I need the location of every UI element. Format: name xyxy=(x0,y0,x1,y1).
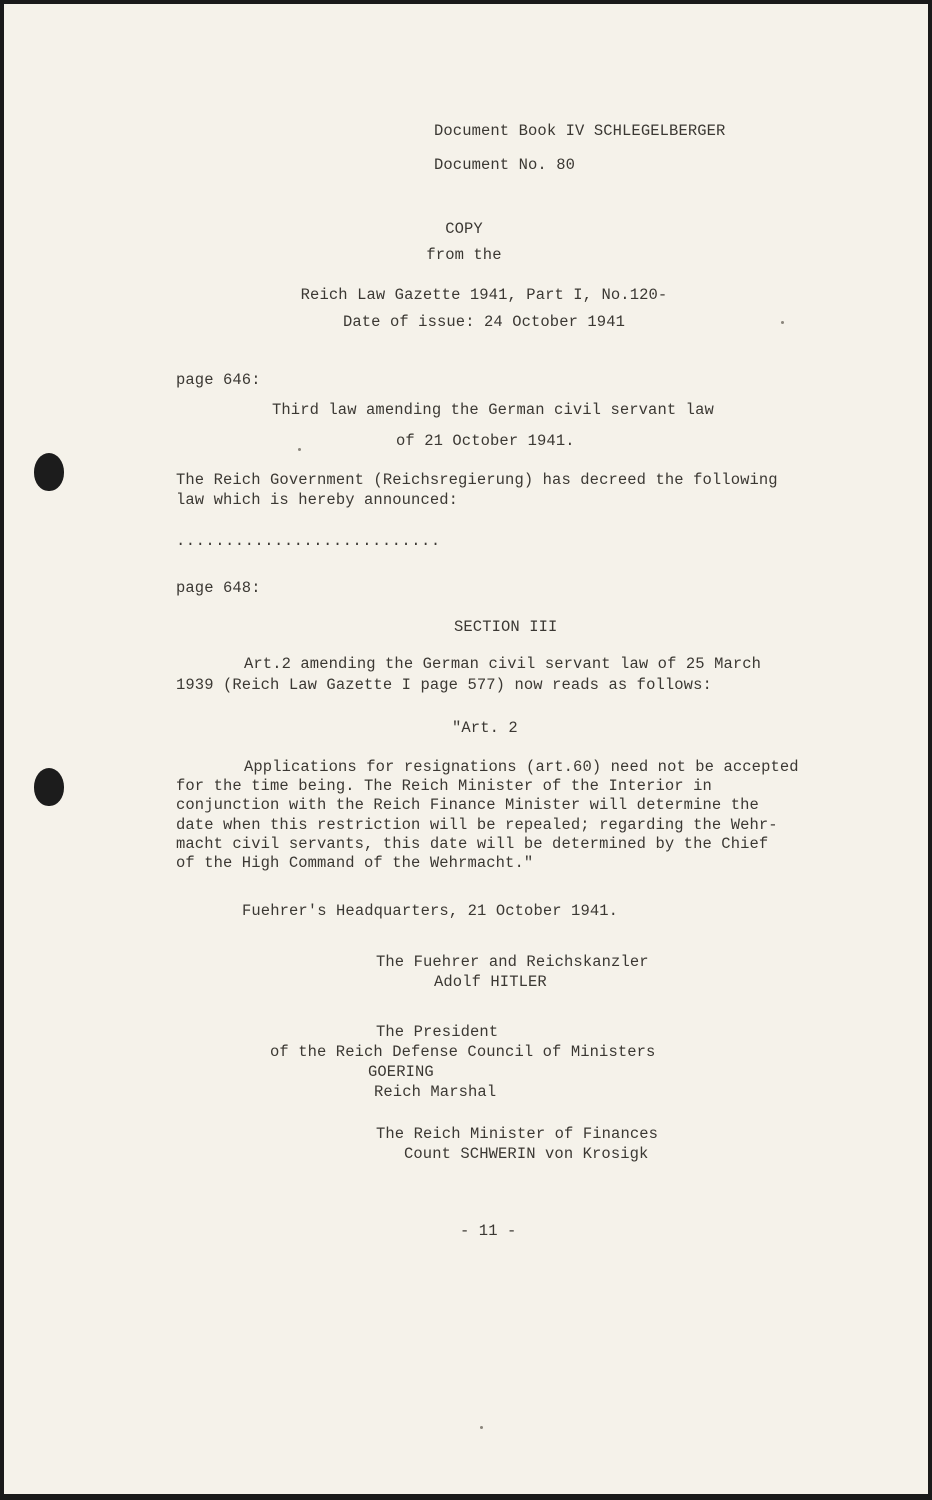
place-and-date: Fuehrer's Headquarters, 21 October 1941. xyxy=(242,902,619,920)
document-number-line: Document No. 80 xyxy=(434,156,576,174)
preamble-line-2: law which is hereby announced: xyxy=(176,491,459,509)
copy-heading: COPY xyxy=(445,220,483,238)
signatory-fuehrer-title: The Fuehrer and Reichskanzler xyxy=(376,953,649,971)
article-body-line: macht civil servants, this date will be determined by the Chief xyxy=(176,835,769,853)
document-book-line: Document Book IV SCHLEGELBERGER xyxy=(434,122,726,140)
issue-date: Date of issue: 24 October 1941 xyxy=(342,313,626,331)
signatory-president-title: The President xyxy=(376,1023,499,1041)
punch-hole-top xyxy=(34,453,64,491)
page-number: - 11 - xyxy=(460,1222,517,1240)
article-body-line: Applications for resignations (art.60) need not be accepted xyxy=(244,758,799,776)
paper-speck xyxy=(781,321,784,324)
from-the-line: from the xyxy=(426,246,502,264)
article-heading: "Art. 2 xyxy=(452,719,518,737)
paper-speck xyxy=(480,1426,483,1429)
article-body-line: date when this restriction will be repealed; regarding the Wehr- xyxy=(176,816,778,834)
article-body-line: of the High Command of the Wehrmacht." xyxy=(176,854,534,872)
article-body-line: conjunction with the Reich Finance Minister will determine the xyxy=(176,796,759,814)
punch-hole-bottom xyxy=(34,768,64,806)
article-body-line: for the time being. The Reich Minister of the Interior in xyxy=(176,777,712,795)
signatory-president-council: of the Reich Defense Council of Ministers xyxy=(270,1043,656,1061)
paper-speck xyxy=(298,448,301,451)
signatory-fuehrer-name: Adolf HITLER xyxy=(434,973,547,991)
gazette-reference: Reich Law Gazette 1941, Part I, No.120- xyxy=(300,286,668,304)
signatory-president-name: GOERING xyxy=(368,1063,434,1081)
article-intro-line-1: Art.2 amending the German civil servant law of 25 March xyxy=(244,655,762,673)
article-intro-line-2: 1939 (Reich Law Gazette I page 577) now reads as follows: xyxy=(176,676,712,694)
law-title-line-2: of 21 October 1941. xyxy=(396,432,575,450)
page-648-label: page 648: xyxy=(176,579,261,597)
document-page xyxy=(4,4,928,1494)
signatory-president-rank: Reich Marshal xyxy=(374,1083,497,1101)
omission-dots: ........................... xyxy=(176,532,441,550)
page-646-label: page 646: xyxy=(176,371,261,389)
section-heading: SECTION III xyxy=(454,618,558,636)
preamble-line-1: The Reich Government (Reichsregierung) has decreed the following xyxy=(176,471,778,489)
law-title-line-1: Third law amending the German civil servant law xyxy=(272,401,714,419)
signatory-finance-name: Count SCHWERIN von Krosigk xyxy=(404,1145,649,1163)
signatory-finance-title: The Reich Minister of Finances xyxy=(376,1125,659,1143)
